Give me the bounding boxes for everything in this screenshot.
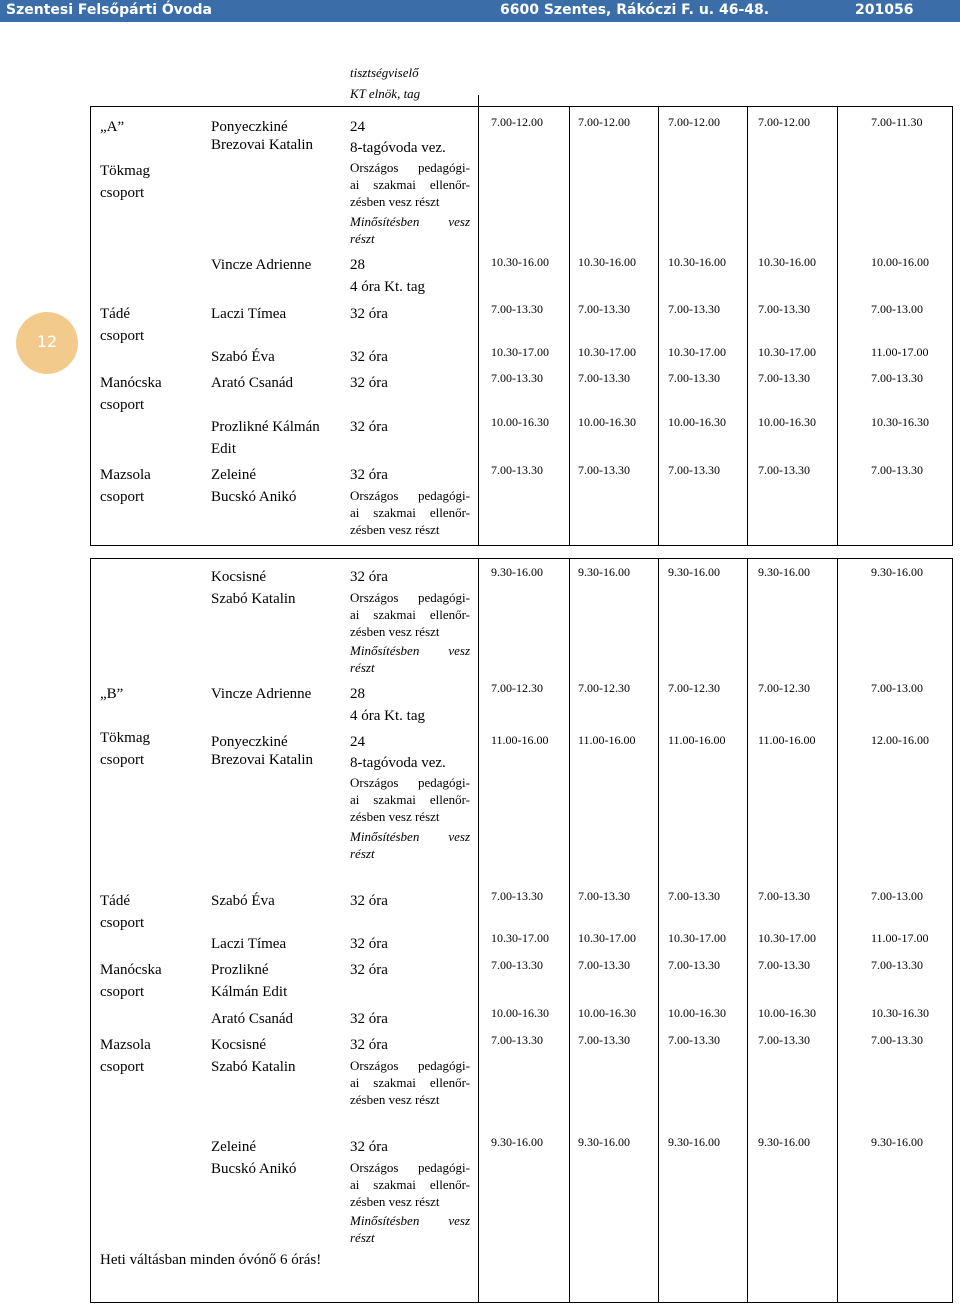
footer-note: Heti váltásban minden óvónő 6 órás!	[100, 1252, 322, 1268]
group-tokmag: Tökmag	[100, 163, 150, 179]
schedule-cell: 9.30-16.00	[668, 565, 720, 579]
schedule-cell: 7.00-13.30	[578, 371, 630, 385]
name-arato: Arató Csanád	[211, 375, 294, 391]
schedule-cell: 9.30-16.00	[578, 565, 630, 579]
note-min-1: Minősítésben vesz	[350, 214, 470, 229]
schedule-cell: 7.00-13.30	[758, 958, 810, 972]
schedule-cell: 10.00-16.30	[758, 415, 816, 429]
schedule-column-divider	[658, 106, 659, 546]
schedule-cell: 10.30-17.00	[578, 345, 636, 359]
schedule-cell: 11.00-16.00	[758, 733, 816, 747]
note-b-zeleine-min-1: Minősítésben vesz	[350, 1213, 470, 1228]
group-tokmag-csoport: csoport	[100, 185, 145, 201]
name-laczi: Laczi Tímea	[211, 306, 287, 322]
note-b-orsz-2: ai szakmai ellenőr-	[350, 792, 470, 807]
hours-28: 28	[350, 257, 365, 273]
schedule-cell: 7.00-13.30	[491, 958, 543, 972]
note-b-zeleine-orsz-3: zésben vesz részt	[350, 1194, 440, 1209]
group-b-tokmag: Tökmag	[100, 730, 150, 746]
top-note-line2: KT elnök, tag	[350, 86, 421, 101]
note-orsz-1: Országos pedagógi-	[350, 160, 470, 175]
name-kocsisne-1: Kocsisné	[211, 569, 266, 585]
note-kocsisne-orsz-3: zésben vesz részt	[350, 624, 440, 639]
hours-b-kt: 4 óra Kt. tag	[350, 708, 425, 724]
schedule-cell: 9.30-16.00	[491, 1135, 543, 1149]
group-manocska: Manócska	[100, 375, 162, 391]
header-address: 6600 Szentes, Rákóczi F. u. 46-48.	[500, 2, 770, 18]
note-zeleine-orsz-3: zésben vesz részt	[350, 522, 440, 537]
schedule-cell: 7.00-12.30	[578, 681, 630, 695]
name-ponyeczkine-2: Brezovai Katalin	[211, 137, 314, 153]
hours-b-laczi: 32 óra	[350, 936, 388, 952]
schedule-cell: 7.00-13.30	[668, 302, 720, 316]
schedule-cell: 10.30-16.30	[871, 1006, 929, 1020]
note-b-min-2: részt	[350, 846, 375, 861]
schedule-column-divider	[747, 558, 748, 1303]
schedule-cell: 10.30-16.00	[758, 255, 816, 269]
table-b-divider	[478, 558, 479, 1303]
schedule-cell: 11.00-17.00	[871, 345, 929, 359]
note-b-orsz-1: Országos pedagógi-	[350, 775, 470, 790]
schedule-cell: 10.30-16.00	[668, 255, 726, 269]
schedule-cell: 9.30-16.00	[668, 1135, 720, 1149]
schedule-cell: 7.00-12.00	[491, 115, 543, 129]
group-b-manocska-csoport: csoport	[100, 984, 145, 1000]
name-b-zeleine-1: Zeleiné	[211, 1139, 256, 1155]
note-zeleine-orsz-1: Országos pedagógi-	[350, 488, 470, 503]
schedule-cell: 7.00-12.00	[758, 115, 810, 129]
schedule-cell: 10.30-17.00	[668, 931, 726, 945]
name-b-zeleine-2: Bucskó Anikó	[211, 1161, 297, 1177]
note-b-kocsisne-orsz-3: zésben vesz részt	[350, 1092, 440, 1107]
schedule-cell: 10.30-17.00	[491, 931, 549, 945]
schedule-column-divider	[837, 558, 838, 1303]
name-b-ponyeczkine-2: Brezovai Katalin	[211, 752, 314, 768]
hours-prozlikne: 32 óra	[350, 419, 388, 435]
name-b-prozlikne-1: Prozlikné	[211, 962, 269, 978]
note-kocsisne-orsz-1: Országos pedagógi-	[350, 590, 470, 605]
name-szabo: Szabó Éva	[211, 349, 275, 365]
hours-b-vez: 8-tagóvoda vez.	[350, 755, 446, 771]
group-b-manocska: Manócska	[100, 962, 162, 978]
group-b-tade-csoport: csoport	[100, 915, 145, 931]
name-b-kocsisne-2: Szabó Katalin	[211, 1059, 296, 1075]
hours-szabo: 32 óra	[350, 349, 388, 365]
schedule-cell: 7.00-13.30	[578, 958, 630, 972]
schedule-cell: 7.00-13.30	[491, 463, 543, 477]
schedule-cell: 7.00-12.00	[578, 115, 630, 129]
name-zeleine-1: Zeleiné	[211, 467, 256, 483]
schedule-cell: 7.00-13.30	[668, 889, 720, 903]
note-b-orsz-3: zésben vesz részt	[350, 809, 440, 824]
schedule-cell: 10.30-16.00	[491, 255, 549, 269]
schedule-cell: 10.00-16.30	[578, 1006, 636, 1020]
schedule-cell: 7.00-13.30	[758, 371, 810, 385]
name-kocsisne-2: Szabó Katalin	[211, 591, 296, 607]
schedule-cell: 7.00-13.30	[668, 1033, 720, 1047]
schedule-cell: 7.00-13.30	[871, 958, 923, 972]
hours-kocsisne: 32 óra	[350, 569, 388, 585]
schedule-cell: 7.00-13.30	[578, 302, 630, 316]
schedule-cell: 7.00-13.30	[758, 889, 810, 903]
schedule-cell: 7.00-13.30	[491, 371, 543, 385]
header-code: 201056	[855, 2, 914, 18]
schedule-column-divider	[569, 106, 570, 546]
group-b-label: „B”	[100, 686, 124, 702]
note-kocsisne-min-1: Minősítésben vesz	[350, 643, 470, 658]
schedule-column-divider	[658, 558, 659, 1303]
schedule-cell: 7.00-13.00	[871, 302, 923, 316]
schedule-cell: 11.00-17.00	[871, 931, 929, 945]
name-zeleine-2: Bucskó Anikó	[211, 489, 297, 505]
note-b-zeleine-orsz-2: ai szakmai ellenőr-	[350, 1177, 470, 1192]
schedule-cell: 9.30-16.00	[871, 1135, 923, 1149]
hours-arato: 32 óra	[350, 375, 388, 391]
group-b-mazsola-csoport: csoport	[100, 1059, 145, 1075]
schedule-cell: 7.00-13.30	[668, 463, 720, 477]
group-b-tade: Tádé	[100, 893, 130, 909]
schedule-cell: 7.00-13.30	[871, 1033, 923, 1047]
hours-kt: 4 óra Kt. tag	[350, 279, 425, 295]
note-orsz-2: ai szakmai ellenőr-	[350, 177, 470, 192]
table-b-right-border	[952, 558, 953, 1303]
note-min-2: részt	[350, 231, 375, 246]
top-note-line1: tisztségviselő	[350, 65, 419, 80]
note-b-zeleine-min-2: részt	[350, 1230, 375, 1245]
name-b-ponyeczkine-1: Ponyeczkiné	[211, 734, 288, 750]
hours-vez: 8-tagóvoda vez.	[350, 140, 446, 156]
schedule-cell: 10.30-17.00	[758, 931, 816, 945]
table-a-left-border	[90, 106, 91, 546]
hours-b-arato: 32 óra	[350, 1011, 388, 1027]
group-manocska-csoport: csoport	[100, 397, 145, 413]
schedule-cell: 10.30-16.00	[578, 255, 636, 269]
table-b-top-border	[90, 558, 953, 559]
schedule-cell: 9.30-16.00	[758, 1135, 810, 1149]
hours-b-28: 28	[350, 686, 365, 702]
hours-b-24: 24	[350, 734, 365, 750]
schedule-column-divider	[569, 558, 570, 1303]
schedule-cell: 7.00-13.30	[758, 463, 810, 477]
schedule-cell: 10.30-17.00	[758, 345, 816, 359]
table-a-divider	[478, 95, 479, 546]
schedule-cell: 10.30-16.30	[871, 415, 929, 429]
schedule-cell: 7.00-11.30	[871, 115, 923, 129]
schedule-cell: 7.00-13.30	[668, 371, 720, 385]
schedule-cell: 9.30-16.00	[491, 565, 543, 579]
hours-laczi: 32 óra	[350, 306, 388, 322]
schedule-cell: 7.00-13.30	[758, 302, 810, 316]
schedule-cell: 10.00-16.30	[491, 1006, 549, 1020]
table-a-right-border	[952, 106, 953, 546]
schedule-cell: 10.30-17.00	[491, 345, 549, 359]
schedule-cell: 7.00-13.30	[668, 958, 720, 972]
schedule-cell: 10.30-17.00	[668, 345, 726, 359]
schedule-cell: 9.30-16.00	[758, 565, 810, 579]
hours-24: 24	[350, 119, 365, 135]
schedule-cell: 10.00-16.30	[758, 1006, 816, 1020]
schedule-cell: 7.00-12.30	[758, 681, 810, 695]
schedule-cell: 7.00-13.30	[491, 889, 543, 903]
hours-b-zeleine: 32 óra	[350, 1139, 388, 1155]
note-b-kocsisne-orsz-2: ai szakmai ellenőr-	[350, 1075, 470, 1090]
schedule-cell: 7.00-13.00	[871, 889, 923, 903]
schedule-cell: 10.00-16.30	[668, 415, 726, 429]
schedule-column-divider	[837, 106, 838, 546]
name-ponyeczkine-1: Ponyeczkiné	[211, 119, 288, 135]
name-prozlikne-1: Prozlikné Kálmán	[211, 419, 320, 435]
group-tade-csoport: csoport	[100, 328, 145, 344]
schedule-cell: 12.00-16.00	[871, 733, 929, 747]
table-a-bottom-border	[90, 545, 953, 546]
table-a-top-border	[90, 106, 953, 107]
name-prozlikne-2: Edit	[211, 441, 236, 457]
schedule-cell: 7.00-12.30	[668, 681, 720, 695]
schedule-cell: 7.00-12.00	[668, 115, 720, 129]
name-b-vincze: Vincze Adrienne	[211, 686, 312, 702]
page-number-badge	[16, 312, 78, 374]
name-b-kocsisne-1: Kocsisné	[211, 1037, 266, 1053]
schedule-cell: 7.00-13.30	[491, 302, 543, 316]
schedule-cell: 10.00-16.00	[871, 255, 929, 269]
schedule-column-divider	[747, 106, 748, 546]
schedule-cell: 11.00-16.00	[491, 733, 549, 747]
schedule-cell: 7.00-13.30	[871, 463, 923, 477]
group-mazsola: Mazsola	[100, 467, 151, 483]
note-kocsisne-min-2: részt	[350, 660, 375, 675]
schedule-cell: 9.30-16.00	[871, 565, 923, 579]
table-b-left-border	[90, 558, 91, 1303]
schedule-cell: 10.00-16.30	[668, 1006, 726, 1020]
group-mazsola-csoport: csoport	[100, 489, 145, 505]
schedule-cell: 7.00-13.30	[871, 371, 923, 385]
name-b-prozlikne-2: Kálmán Edit	[211, 984, 288, 1000]
schedule-cell: 7.00-13.30	[578, 889, 630, 903]
name-vincze: Vincze Adrienne	[211, 257, 312, 273]
group-b-tokmag-csoport: csoport	[100, 752, 145, 768]
group-b-mazsola: Mazsola	[100, 1037, 151, 1053]
schedule-cell: 9.30-16.00	[578, 1135, 630, 1149]
schedule-cell: 7.00-13.30	[491, 1033, 543, 1047]
header-org: Szentesi Felsőpárti Óvoda	[6, 2, 212, 18]
name-b-laczi: Laczi Tímea	[211, 936, 287, 952]
hours-zeleine: 32 óra	[350, 467, 388, 483]
schedule-cell: 11.00-16.00	[578, 733, 636, 747]
schedule-cell: 7.00-13.30	[578, 463, 630, 477]
group-tade: Tádé	[100, 306, 130, 322]
table-b-bottom-border	[90, 1302, 953, 1303]
note-orsz-3: zésben vesz részt	[350, 194, 440, 209]
hours-b-kocsisne: 32 óra	[350, 1037, 388, 1053]
schedule-cell: 10.30-17.00	[578, 931, 636, 945]
page-number: 12	[36, 332, 58, 351]
hours-b-szabo: 32 óra	[350, 893, 388, 909]
note-zeleine-orsz-2: ai szakmai ellenőr-	[350, 505, 470, 520]
group-a-label: „A”	[100, 119, 125, 135]
schedule-cell: 10.00-16.30	[491, 415, 549, 429]
schedule-cell: 7.00-13.30	[578, 1033, 630, 1047]
hours-b-prozlikne: 32 óra	[350, 962, 388, 978]
schedule-cell: 10.00-16.30	[578, 415, 636, 429]
note-kocsisne-orsz-2: ai szakmai ellenőr-	[350, 607, 470, 622]
note-b-zeleine-orsz-1: Országos pedagógi-	[350, 1160, 470, 1175]
schedule-cell: 7.00-12.30	[491, 681, 543, 695]
name-b-szabo: Szabó Éva	[211, 893, 275, 909]
note-b-kocsisne-orsz-1: Országos pedagógi-	[350, 1058, 470, 1073]
schedule-cell: 7.00-13.30	[758, 1033, 810, 1047]
page-header	[0, 0, 960, 22]
schedule-cell: 11.00-16.00	[668, 733, 726, 747]
schedule-cell: 7.00-13.00	[871, 681, 923, 695]
name-b-arato: Arató Csanád	[211, 1011, 294, 1027]
note-b-min-1: Minősítésben vesz	[350, 829, 470, 844]
